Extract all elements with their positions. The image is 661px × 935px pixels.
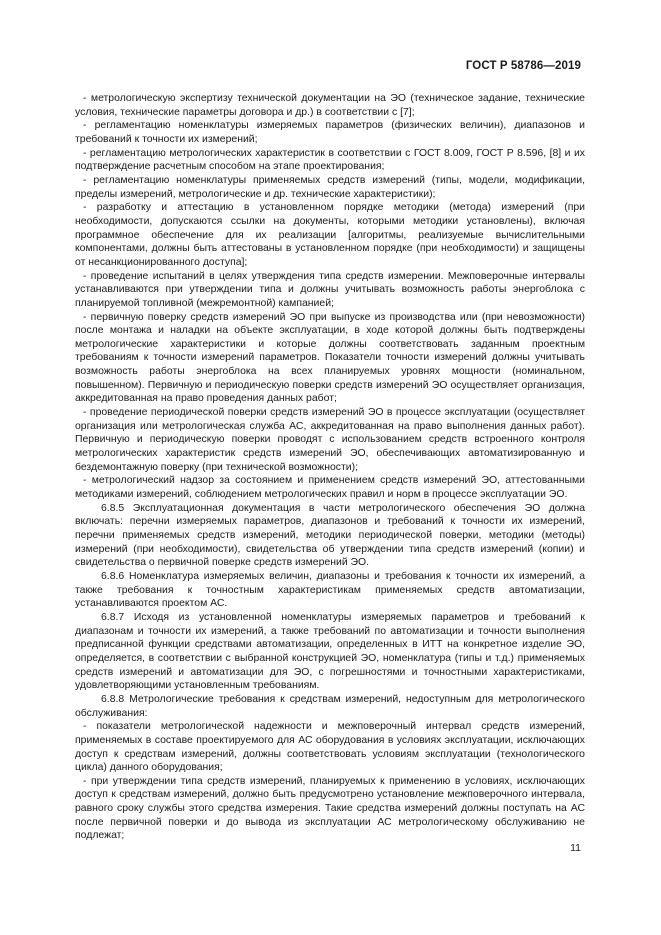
- list-item: - проведение периодической поверки средств измерений ЭО в процессе эксплуатации (осуществляет организация или метрологическая служба АС, аккредитованная на право выполнения данных работ). Первичную и периодическую поверки проводят с использованием средств встроенного контроля метрологических характеристик средств измерений ЭО, обеспечивающих автоматизированную и бездемонтажную поверку (при технической возможности);: [75, 407, 585, 473]
- list-item: - проведение испытаний в целях утверждения типа средств измерении. Межповерочные интервалы устанавливаются при утверждении типа и должны учитывать возможность работы энергоблока с планируемой топливной (межремонтной) кампанией;: [75, 270, 585, 309]
- section-6-8-8: 6.8.8 Метрологические требования к средствам измерений, недоступным для метрологического обслуживания:: [75, 693, 585, 719]
- standard-header: ГОСТ Р 58786—2019: [465, 60, 581, 72]
- list-item: - метрологическую экспертизу технической документации на ЭО (техническое задание, технические условия, технические параметры договора и др.) в соответствии с [7];: [75, 93, 585, 118]
- document-body: [75, 92, 585, 843]
- list-item: - показатели метрологической надежности и межповерочный интервал средств измерений, применяемых в составе проектируемого для АС оборудования в условиях эксплуатации, исключающих доступ к средствам измерений, должны соответствовать условиям эксплуатации (технологического цикла) данного оборудования;: [75, 721, 585, 774]
- list-item: - регламентацию номенклатуры измеряемых параметров (физических величин), диапазонов и требований к точности их измерений;: [75, 120, 585, 145]
- list-item: - первичную поверку средств измерений ЭО при выпуске из производства или (при невозможности) после монтажа и наладки на объекте эксплуатации, в ходе которой должны быть подтверждены метрологические характеристики и которые должны соответствовать заданным проектным требованиям к точности измерений параметров. Показатели точности измерений должны учитывать возможность работы энергоблока на всех планируемых уровнях мощности (номинальном, повышенном). Первичную и периодическую поверки средств измерений ЭО осуществляет организация, аккредитованная на право проведения данных работ;: [75, 311, 585, 405]
- page-number: 11: [570, 842, 581, 854]
- section-6-8-6: 6.8.6 Номенклатура измеряемых величин, диапазоны и требования к точности их измерений, а также требования к точностным характеристикам применяемых средств автоматизации, устанавливаются проектом АС.: [75, 570, 585, 610]
- list-item: - регламентацию метрологических характеристик в соответствии с ГОСТ 8.009, ГОСТ Р 8.596, [8] и их подтверждение расчетным способом на этапе проектирования;: [75, 147, 585, 173]
- list-item: - разработку и аттестацию в установленном порядке методики (метода) измерений (при необходимости, допускаются ссылки на документы, которыми методики установлены), включая программное обеспечение для их реализации [алгоритмы, реализуемые вычислительными компонентами, должны быть аттестованы в установленном порядке (при необходимости) и защищены от несанкционированного доступа];: [75, 202, 585, 268]
- list-item: - регламентацию номенклатуры применяемых средств измерений (типы, модели, модификации, пределы измерений, метрологические и др. технические характеристики);: [75, 174, 585, 200]
- list-item: - при утверждении типа средств измерений, планируемых к применению в условиях, исключающих доступ к средствам измерений, должно быть предусмотрено установление межповерочного интервала, равного сроку службы этого средства измерения. Такие средства измерений должны поступать на АС после первичной поверки и до вывода из эксплуатации АС метрологическому обслуживанию не подлежат;: [75, 775, 585, 842]
- list-item: - метрологический надзор за состоянием и применением средств измерений ЭО, аттестованными методиками измерений, соблюдением метрологических правил и норм в процессе эксплуатации ЭО.: [75, 475, 585, 501]
- section-6-8-5: 6.8.5 Эксплуатационная документация в части метрологического обеспечения ЭО должна включать: перечни измеряемых параметров, диапазонов и требований к точности их измерений, перечни применяемых средств измерений, методики периодической поверки, методики (методы) измерений (при необходимости), свидетельства об утверждении типа средств измерений (копии) и свидетельства о первичной поверке средств измерений ЭО.: [75, 502, 585, 569]
- section-6-8-7: 6.8.7 Исходя из установленной номенклатуры измеряемых параметров и требований к диапазонам и точности их измерений, а также требований по автоматизации и точности выполнения предписанной функции средствами автоматизации, определенных в ИТТ на конкретное изделие ЭО, определяется, в соответствии с выбранной конструкцией ЭО, номенклатура (типы и т.д.) применяемых средств измерений и автоматизации для ЭО, с погрешностями и точностными характеристиками, удовлетворяющими установленным требованиям.: [75, 611, 585, 692]
